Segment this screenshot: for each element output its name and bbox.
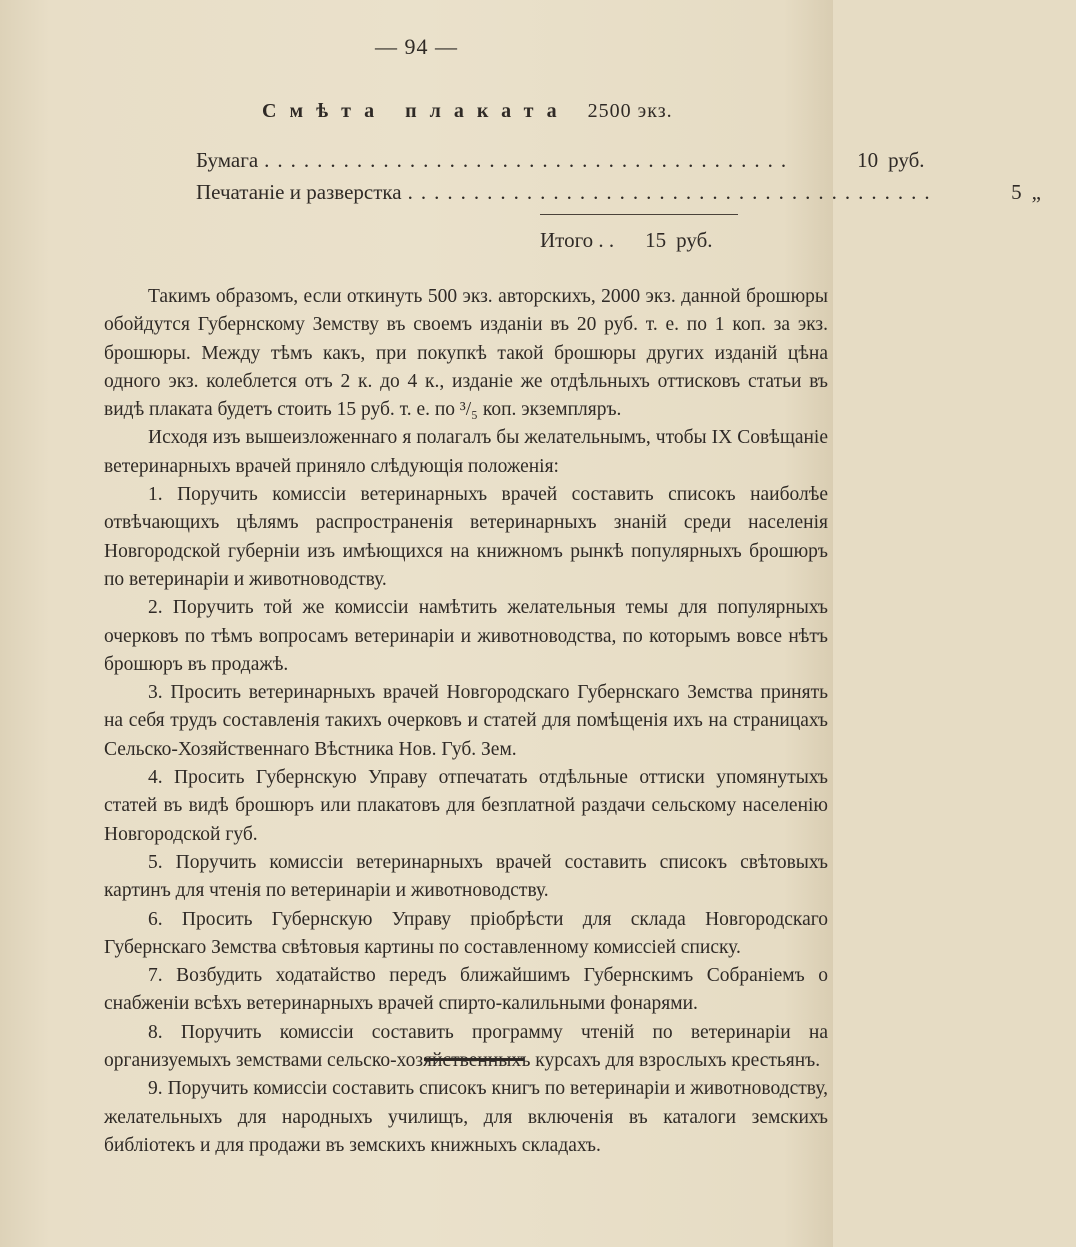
numbered-item: 7. Возбудить ходатайство передъ ближайшимъ Губернскимъ Собраніемъ о снабженіи всѣхъ ветеринарныхъ врачей спирто-калильными фонарями. <box>104 965 828 1015</box>
total-unit: руб. <box>676 228 713 252</box>
dot-leader: ........................................ <box>264 148 795 172</box>
cost-total-row <box>540 228 741 258</box>
sum-rule <box>540 214 738 215</box>
total-amount: 15 <box>645 228 667 252</box>
estimate-title-quantity: 2500 экз. <box>587 100 673 122</box>
numbered-item: 8. Поручить комиссіи составить программу чтеній по ветеринаріи на организуемыхъ земствами сельско-хозяйственныхъ курсахъ для взрослыхъ крестьянъ. <box>104 1021 828 1072</box>
paragraph: Исходя изъ вышеизложеннаго я полагалъ бы желательнымъ, чтобы IX Совѣщаніе ветеринарныхъ врачей приняло слѣдующія положенія: <box>104 427 828 477</box>
cost-item-unit: руб. <box>888 148 925 172</box>
total-label: Итого . . <box>540 228 615 252</box>
cost-item-amount: 10 <box>857 148 879 172</box>
cost-item-amount: 5 <box>1011 180 1022 204</box>
numbered-item: 3. Просить ветеринарныхъ врачей Новгородскаго Губернскаго Земства принять на себя трудъ составленія такихъ очерковъ и статей для помѣщенія ихъ на страницахъ Сельско-Хозяйственнаго Вѣстника Нов. Губ. Зем. <box>104 682 828 760</box>
page-number: — 94 — <box>375 34 458 59</box>
numbered-item: 4. Просить Губернскую Управу отпечатать отдѣльные оттиски упомянутыхъ статей въ видѣ брошюръ или плакатовъ для безплатной раздачи сельскому населенію Новгородской губ. <box>104 767 828 845</box>
estimate-title <box>262 100 682 123</box>
numbered-item: 6. Просить Губернскую Управу пріобрѣсти для склада Новгородскаго Губернскаго Земства свѣтовыя картины по составленному комиссіей списку. <box>104 908 828 958</box>
cost-item-name: Печатаніе и разверстка <box>196 180 402 204</box>
body-text <box>104 283 828 1160</box>
numbered-item: 9. Поручить комиссіи составить списокъ книгъ по ветеринаріи и животноводству, желательныхъ для народныхъ училищъ, для включенія въ каталоги земскихъ библіотекъ и для продажи въ земскихъ книжныхъ складахъ. <box>104 1078 828 1156</box>
cost-row-paper <box>196 148 925 178</box>
cost-item-unit: „ <box>1031 180 1041 204</box>
estimate-title-text: Смѣта плаката <box>262 100 570 122</box>
cost-row-printing <box>196 180 1041 210</box>
cost-item-name: Бумага <box>196 148 259 172</box>
numbered-item: 2. Поручить той же комиссіи намѣтить желательныя темы для популярныхъ очерковъ по тѣмъ вопросамъ ветеринаріи и животноводства, по которымъ вовсе нѣтъ брошюръ въ продажѣ. <box>104 597 828 675</box>
dot-leader: ........................................ <box>407 180 938 204</box>
end-rule <box>424 1058 524 1061</box>
numbered-item: 1. Поручить комиссіи ветеринарныхъ врачей составить списокъ наиболѣе отвѣчающихъ цѣлямъ распространенія ветеринарныхъ знаній среди населенія Новгородской губерніи изъ имѣющихся на книжномъ рынкѣ популярныхъ брошюръ по ветеринаріи и животноводству. <box>104 484 828 590</box>
paragraph: Такимъ образомъ, если откинуть 500 экз. авторскихъ, 2000 экз. данной брошюры обойдутся Губернскому Земству въ своемъ изданіи въ 20 руб. т. е. по 1 коп. за экз. брошюры. Между тѣмъ какъ, при покупкѣ такой брошюры других изданій цѣна одного экз. колеблется отъ 2 к. до 4 к., изданіе же отдѣльныхъ оттисковъ статьи въ видѣ плаката будетъ стоить 15 руб. т. е. по ³/₅ коп. экземпляръ. <box>104 286 828 421</box>
numbered-item: 5. Поручить комиссіи ветеринарныхъ врачей составить списокъ свѣтовыхъ картинъ для чтенія по ветеринаріи и животноводству. <box>104 851 828 902</box>
